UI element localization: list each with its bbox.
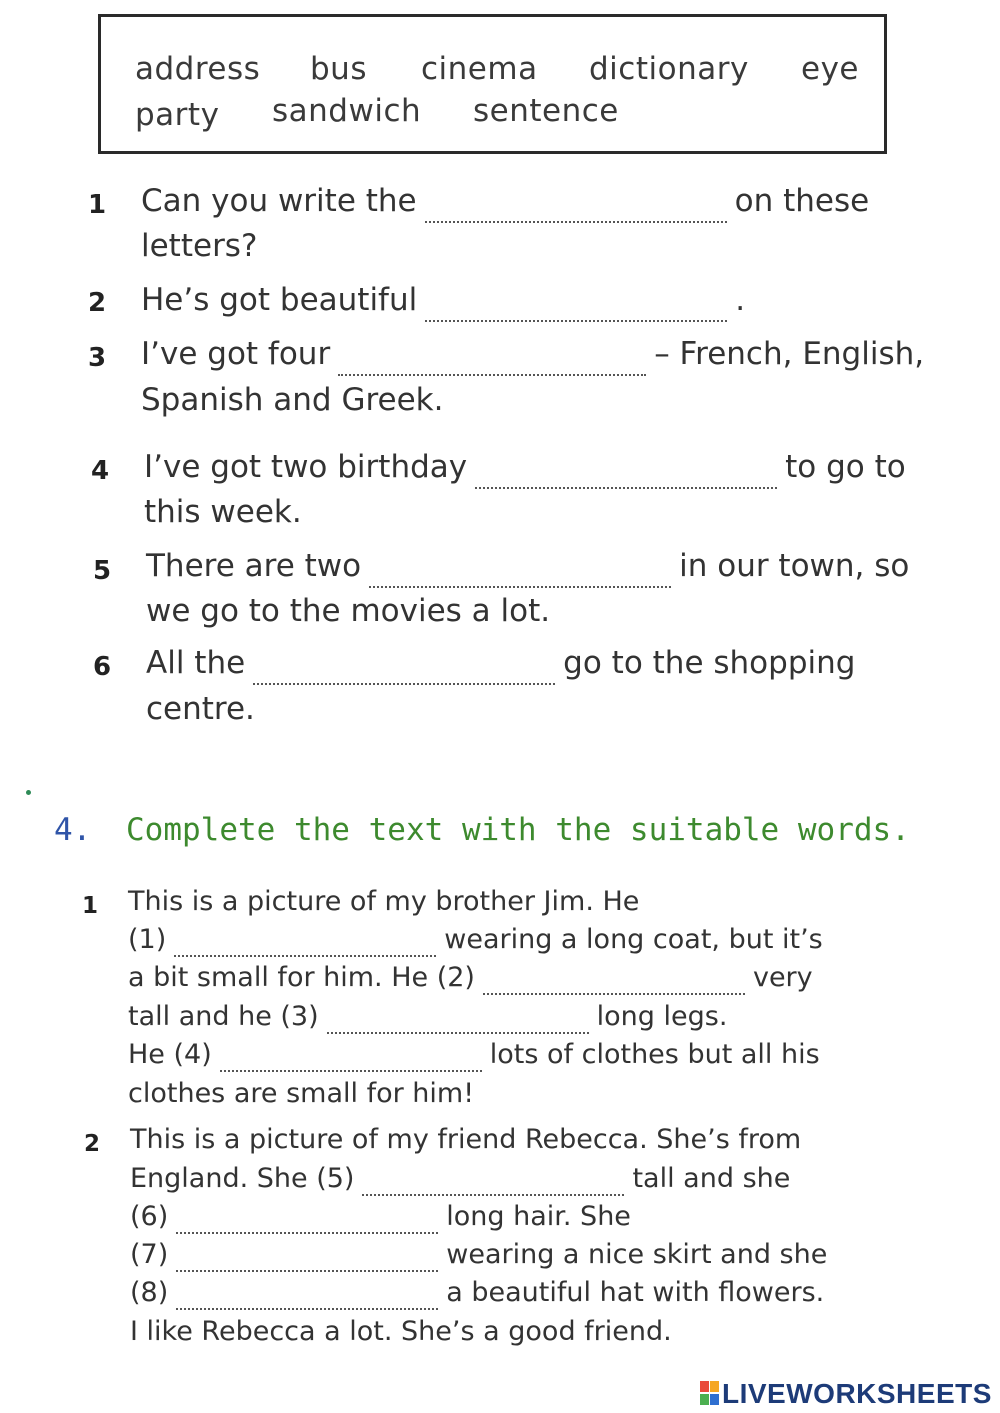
item-number: 6 [93, 652, 112, 682]
paragraph-text: lots of clothes but all his [489, 1039, 820, 1070]
paragraph-text: a beautiful hat with flowers. [446, 1277, 825, 1308]
item-number: 5 [93, 556, 112, 586]
section-heading [54, 812, 910, 848]
paragraph-line [130, 1201, 631, 1234]
paragraph-text: wearing a nice skirt and she [446, 1239, 828, 1270]
paragraph-text: wearing a long coat, but it’s [444, 924, 823, 955]
item-text: Spanish and Greek. [141, 382, 444, 418]
paragraph-line [128, 1039, 820, 1072]
answer-blank-p3[interactable] [327, 1010, 589, 1034]
word-bank-item: party [135, 97, 220, 133]
paragraph-text: England. She (5) [130, 1163, 355, 1194]
paragraph-text: (6) [130, 1201, 169, 1232]
item-number: 3 [88, 343, 107, 373]
answer-blank-p1[interactable] [174, 933, 436, 957]
answer-blank-p2[interactable] [483, 971, 745, 995]
answer-blank-3[interactable] [338, 346, 646, 376]
paragraph-text: (7) [130, 1239, 169, 1270]
paragraph-line: This is a picture of my friend Rebecca. She’s from [130, 1124, 802, 1155]
answer-blank-6[interactable] [253, 655, 555, 685]
item-text: this week. [144, 494, 302, 530]
answer-blank-4[interactable] [475, 459, 777, 489]
item-text: centre. [146, 691, 255, 727]
answer-blank-p4[interactable] [220, 1048, 482, 1072]
decorative-dot [26, 790, 31, 795]
item-text: letters? [141, 228, 258, 264]
paragraph-number: 2 [84, 1131, 101, 1157]
logo-icon [700, 1381, 720, 1407]
paragraph-line [128, 924, 823, 957]
section-number: 4. [54, 812, 92, 848]
item-number: 2 [88, 288, 107, 318]
answer-blank-p8[interactable] [176, 1286, 438, 1310]
paragraph-line [130, 1277, 824, 1310]
item-text: I’ve got two birthday [144, 449, 468, 485]
item-text: There are two [146, 548, 362, 584]
paragraph-text: long hair. She [446, 1201, 631, 1232]
paragraph-text: tall and he (3) [128, 1001, 319, 1032]
item-line [141, 282, 745, 322]
answer-blank-5[interactable] [369, 558, 671, 588]
liveworksheets-logo[interactable] [700, 1378, 992, 1408]
paragraph-line [130, 1163, 790, 1196]
item-text: in our town, so [679, 548, 910, 584]
paragraph-text: (1) [128, 924, 167, 955]
item-text: . [735, 282, 746, 318]
item-text: go to the shopping [563, 645, 856, 681]
word-bank-item: bus [310, 51, 367, 87]
answer-blank-p7[interactable] [176, 1248, 438, 1272]
paragraph-line [128, 1001, 727, 1034]
paragraph-text: long legs. [596, 1001, 728, 1032]
item-text: I’ve got four [141, 336, 331, 372]
item-line [141, 183, 869, 223]
paragraph-number: 1 [82, 893, 99, 919]
paragraph-text: a bit small for him. He (2) [128, 962, 475, 993]
answer-blank-p5[interactable] [362, 1172, 624, 1196]
item-text: Can you write the [141, 183, 417, 219]
answer-blank-2[interactable] [425, 292, 727, 322]
item-text: on these [734, 183, 870, 219]
item-text: He’s got beautiful [141, 282, 418, 318]
item-number: 4 [91, 456, 110, 486]
item-text: to go to [785, 449, 906, 485]
paragraph-line [128, 962, 813, 995]
item-line [146, 548, 909, 588]
section-title: Complete the text with the suitable words. [126, 812, 910, 848]
paragraph-text: tall and she [632, 1163, 791, 1194]
paragraph-line [130, 1239, 827, 1272]
paragraph-line: clothes are small for him! [128, 1078, 475, 1109]
word-bank-item: address [135, 51, 261, 87]
item-text: – French, English, [654, 336, 925, 372]
paragraph-text: (8) [130, 1277, 169, 1308]
item-text: All the [146, 645, 246, 681]
answer-blank-1[interactable] [425, 193, 727, 223]
word-bank-item: dictionary [589, 51, 749, 87]
paragraph-line: This is a picture of my brother Jim. He [128, 886, 640, 917]
item-line [141, 336, 924, 376]
word-bank-item: cinema [421, 51, 538, 87]
word-bank-box [98, 14, 887, 154]
paragraph-line: I like Rebecca a lot. She’s a good friend. [130, 1316, 672, 1347]
logo-text: LIVEWORKSHEETS [722, 1378, 992, 1409]
item-number: 1 [88, 190, 107, 220]
answer-blank-p6[interactable] [176, 1210, 438, 1234]
word-bank-item: sentence [473, 93, 619, 129]
item-line [144, 449, 906, 489]
word-bank-item: sandwich [272, 93, 422, 129]
paragraph-text: very [752, 962, 813, 993]
word-bank-item: eye [801, 51, 859, 87]
item-line [146, 645, 855, 685]
item-text: we go to the movies a lot. [146, 593, 551, 629]
paragraph-text: He (4) [128, 1039, 212, 1070]
